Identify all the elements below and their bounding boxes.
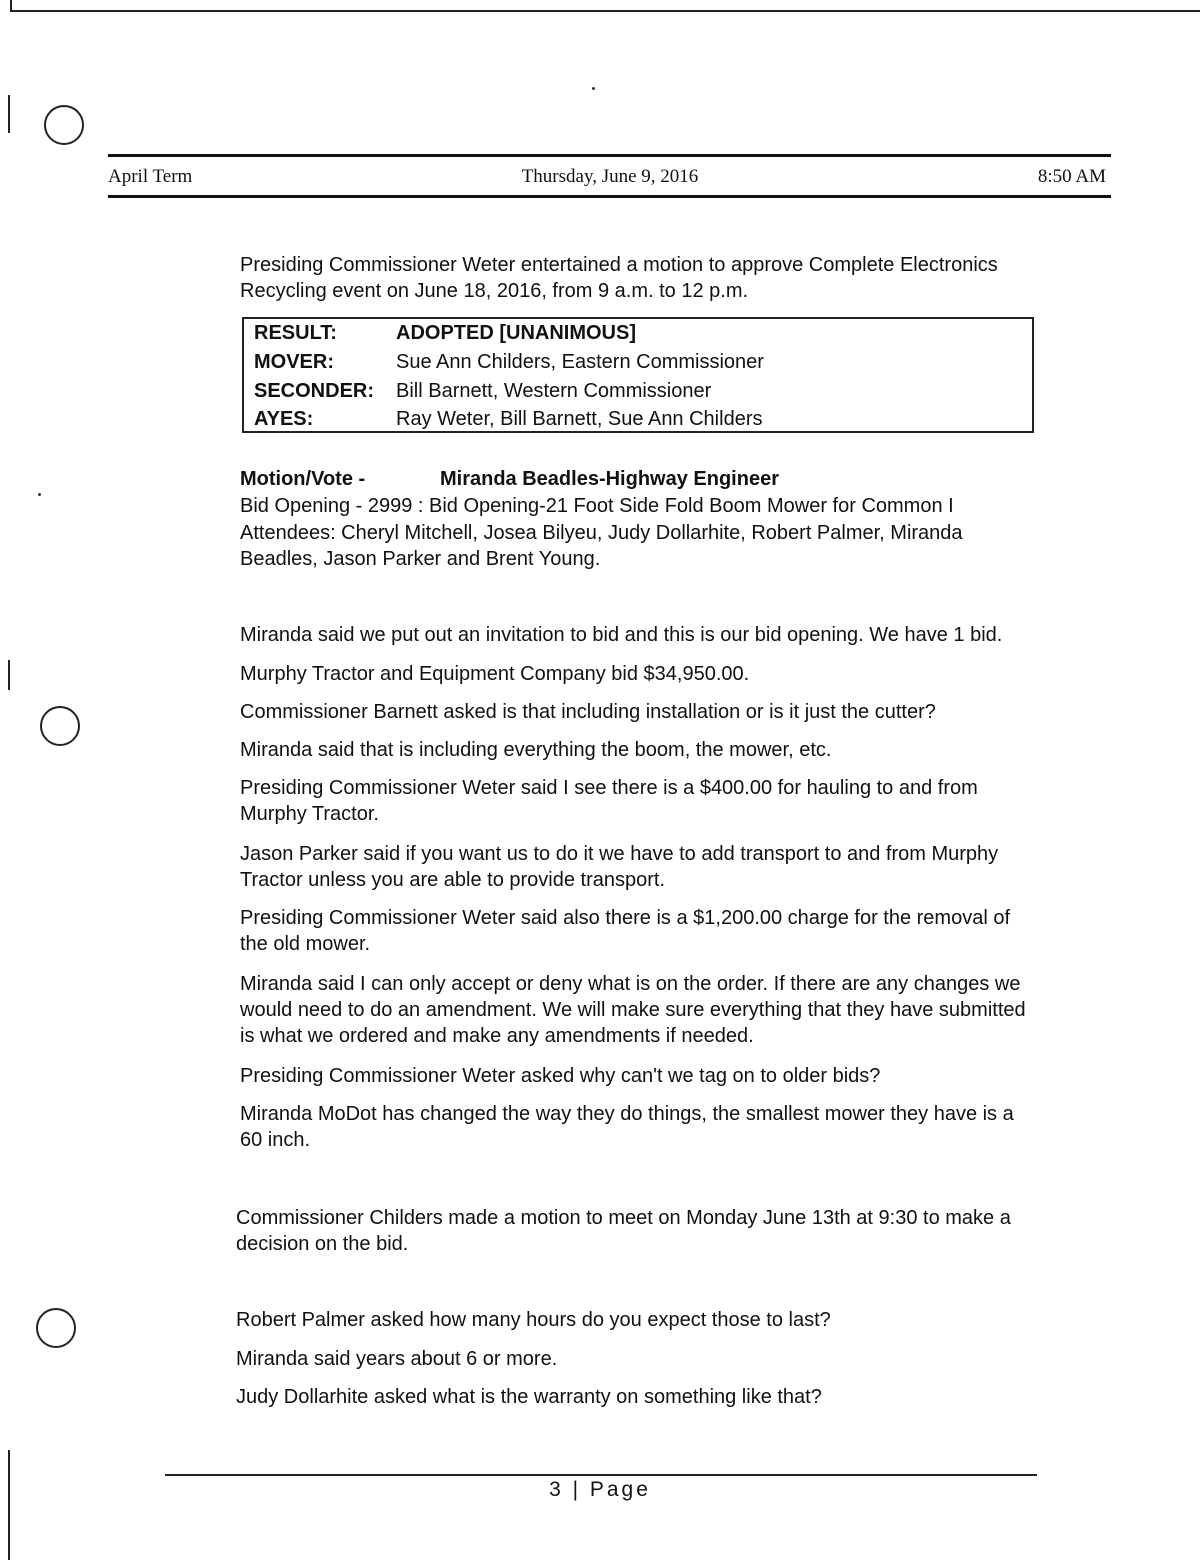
vote-label: SECONDER: <box>254 380 375 402</box>
vote-row-ayes <box>254 405 762 433</box>
header-top-rule <box>108 154 1111 157</box>
header-bottom-rule <box>108 195 1111 198</box>
header-term: April Term <box>108 166 193 187</box>
footer-rule <box>165 1474 1037 1476</box>
punch-hole-icon <box>36 1308 76 1348</box>
scan-speck <box>592 87 595 90</box>
scan-edge-mark <box>8 1450 10 1560</box>
motion-value: Miranda Beadles-Highway Engineer <box>440 468 779 490</box>
vote-row-seconder <box>254 377 711 405</box>
intro-paragraph: Presiding Commissioner Weter entertained a motion to approve Complete Electronics Recycling event on June 18, 2016, from 9 a.m. to 12 p.m. <box>240 254 998 302</box>
motion-label: Motion/Vote - <box>240 468 366 490</box>
discussion-paragraph: Miranda said years about 6 or more. <box>236 1348 558 1370</box>
discussion-paragraph: Murphy Tractor and Equipment Company bid $34,950.00. <box>240 663 750 685</box>
vote-value: Bill Barnett, Western Commissioner <box>396 380 712 402</box>
vote-value: Sue Ann Childers, Eastern Commissioner <box>396 351 764 373</box>
discussion-paragraph: Miranda said that is including everything the boom, the mower, etc. <box>240 739 832 761</box>
header-date: Thursday, June 9, 2016 <box>521 166 699 187</box>
scan-border <box>10 0 1200 12</box>
discussion-paragraph: Judy Dollarhite asked what is the warranty on something like that? <box>236 1386 822 1408</box>
vote-row-mover <box>254 348 764 376</box>
discussion-paragraph: Miranda said I can only accept or deny what is on the order. If there are any changes we would need to do an amendment. We will make sure everything that they have submitted is what we ordered and make any amendments if needed. <box>240 973 1026 1047</box>
vote-value: ADOPTED [UNANIMOUS] <box>396 322 636 344</box>
vote-row-result <box>254 319 636 347</box>
vote-label: RESULT: <box>254 322 337 344</box>
discussion-paragraph: Miranda MoDot has changed the way they do things, the smallest mower they have is a 60 inch. <box>240 1103 1014 1151</box>
scan-edge-mark <box>8 95 10 133</box>
punch-hole-icon <box>40 706 80 746</box>
attendees-paragraph: Attendees: Cheryl Mitchell, Josea Bilyeu, Judy Dollarhite, Robert Palmer, Miranda Beadles, Jason Parker and Brent Young. <box>240 522 963 570</box>
discussion-paragraph: Commissioner Childers made a motion to meet on Monday June 13th at 9:30 to make a decision on the bid. <box>236 1207 1011 1255</box>
vote-value: Ray Weter, Bill Barnett, Sue Ann Childers <box>396 408 763 430</box>
discussion-paragraph: Presiding Commissioner Weter said also there is a $1,200.00 charge for the removal of the old mower. <box>240 907 1011 955</box>
discussion-paragraph: Presiding Commissioner Weter said I see there is a $400.00 for hauling to and from Murphy Tractor. <box>240 777 978 825</box>
discussion-paragraph: Commissioner Barnett asked is that including installation or is it just the cutter? <box>240 701 936 723</box>
discussion-paragraph: Presiding Commissioner Weter asked why can't we tag on to older bids? <box>240 1065 881 1087</box>
header-time: 8:50 AM <box>1037 166 1106 187</box>
bid-opening-line: Bid Opening - 2999 : Bid Opening-21 Foot Side Fold Boom Mower for Common I <box>240 495 954 517</box>
vote-label: AYES: <box>254 408 314 430</box>
punch-hole-icon <box>44 105 84 145</box>
vote-table <box>242 317 1034 433</box>
motion-heading <box>240 466 779 492</box>
discussion-paragraph: Robert Palmer asked how many hours do you expect those to last? <box>236 1309 831 1331</box>
scan-edge-mark <box>8 660 10 690</box>
discussion-paragraph: Miranda said we put out an invitation to bid and this is our bid opening. We have 1 bid. <box>240 624 1003 646</box>
scan-speck <box>38 493 41 496</box>
page-number: 3 | Page <box>549 1478 651 1501</box>
discussion-paragraph: Jason Parker said if you want us to do it we have to add transport to and from Murphy Tractor unless you are able to provide transport. <box>240 843 999 891</box>
vote-label: MOVER: <box>254 351 334 373</box>
